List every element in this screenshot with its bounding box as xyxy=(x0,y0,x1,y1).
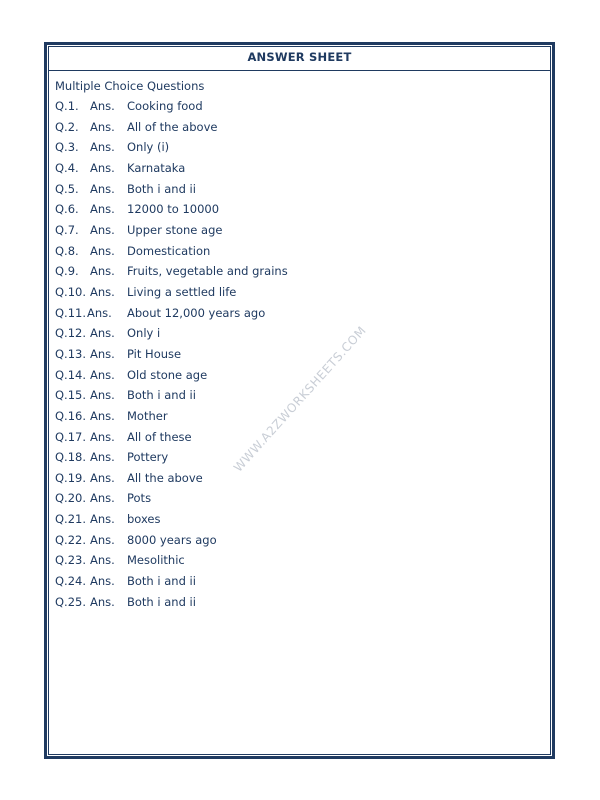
answer-text: Both i and ii xyxy=(127,594,196,609)
question-number: Q.18. xyxy=(55,450,86,465)
answer-text: Both i and ii xyxy=(127,574,196,589)
ans-label: Ans. xyxy=(90,553,115,568)
ans-label: Ans. xyxy=(87,305,112,320)
question-number: Q.6. xyxy=(55,202,79,217)
answer-text: Old stone age xyxy=(127,367,208,382)
ans-label: Ans. xyxy=(90,491,115,506)
ans-label: Ans. xyxy=(90,512,115,527)
answer-text: Cooking food xyxy=(127,99,203,113)
answer-text: Pottery xyxy=(127,450,169,465)
answer-text: Both i and ii xyxy=(127,181,196,196)
ans-label: Ans. xyxy=(90,450,115,465)
ans-label: Ans. xyxy=(90,202,115,217)
question-number: Q.1. xyxy=(55,99,79,113)
question-number: Q.10. xyxy=(55,284,86,299)
question-number: Q.17. xyxy=(55,429,86,444)
answer-text: Only i xyxy=(127,326,161,341)
answer-text: Both i and ii xyxy=(127,388,196,403)
answer-text: All the above xyxy=(127,470,203,485)
answer-text: All of the above xyxy=(127,119,218,134)
answer-text: Mesolithic xyxy=(127,553,185,568)
answer-text: Fruits, vegetable and grains xyxy=(127,264,288,279)
ans-label: Ans. xyxy=(90,160,115,175)
title-divider xyxy=(48,70,551,71)
ans-label: Ans. xyxy=(90,326,115,341)
ans-label: Ans. xyxy=(90,429,115,444)
answer-text: All of these xyxy=(127,429,192,444)
answer-text: Only (i) xyxy=(127,140,170,155)
ans-label: Ans. xyxy=(90,140,115,155)
question-number: Q.13. xyxy=(55,346,86,361)
ans-label: Ans. xyxy=(90,574,115,589)
answer-text: Living a settled life xyxy=(127,284,237,299)
answer-text: Karnataka xyxy=(127,160,186,175)
answer-text: Pots xyxy=(127,491,152,506)
ans-label: Ans. xyxy=(90,532,115,547)
answer-text: boxes xyxy=(127,512,161,527)
answer-text: Upper stone age xyxy=(127,222,223,237)
question-number: Q.23. xyxy=(55,553,86,568)
answer-text: Mother xyxy=(127,408,168,423)
ans-label: Ans. xyxy=(90,470,115,485)
ans-label: Ans. xyxy=(90,243,115,258)
question-number: Q.21. xyxy=(55,512,86,527)
ans-label: Ans. xyxy=(90,284,115,299)
answer-text: 12000 to 10000 xyxy=(127,202,220,217)
ans-label: Ans. xyxy=(90,594,115,609)
answer-sheet-title: ANSWER SHEET xyxy=(247,50,352,64)
question-number: Q.19. xyxy=(55,470,86,485)
question-number: Q.7. xyxy=(55,222,79,237)
question-number: Q.12. xyxy=(55,326,86,341)
question-number: Q.2. xyxy=(55,119,79,134)
question-number: Q.24. xyxy=(55,574,86,589)
ans-label: Ans. xyxy=(90,264,115,279)
answer-text: 8000 years ago xyxy=(127,532,217,547)
question-number: Q.25. xyxy=(55,594,86,609)
question-number: Q.4. xyxy=(55,160,79,175)
ans-label: Ans. xyxy=(90,408,115,423)
ans-label: Ans. xyxy=(90,222,115,237)
question-number: Q.20. xyxy=(55,491,86,506)
ans-label: Ans. xyxy=(90,346,115,361)
section-heading: Multiple Choice Questions xyxy=(55,79,205,93)
answer-text: About 12,000 years ago xyxy=(127,305,266,320)
question-number: Q.22. xyxy=(55,532,86,547)
question-number: Q.15. xyxy=(55,388,86,403)
answer-text: Domestication xyxy=(127,243,211,258)
watermark: WWW.A2ZWORKSHEETS.COM xyxy=(230,323,370,475)
question-number: Q.8. xyxy=(55,243,79,258)
ans-label: Ans. xyxy=(90,119,115,134)
question-number: Q.14. xyxy=(55,367,86,382)
question-number: Q.3. xyxy=(55,140,79,155)
ans-label: Ans. xyxy=(90,99,115,113)
question-number: Q.16. xyxy=(55,408,86,423)
question-number: Q.5. xyxy=(55,181,79,196)
question-number: Q.9. xyxy=(55,264,79,279)
ans-label: Ans. xyxy=(90,388,115,403)
ans-label: Ans. xyxy=(90,181,115,196)
answer-text: Pit House xyxy=(127,346,182,361)
question-number: Q.11. xyxy=(55,305,86,320)
ans-label: Ans. xyxy=(90,367,115,382)
